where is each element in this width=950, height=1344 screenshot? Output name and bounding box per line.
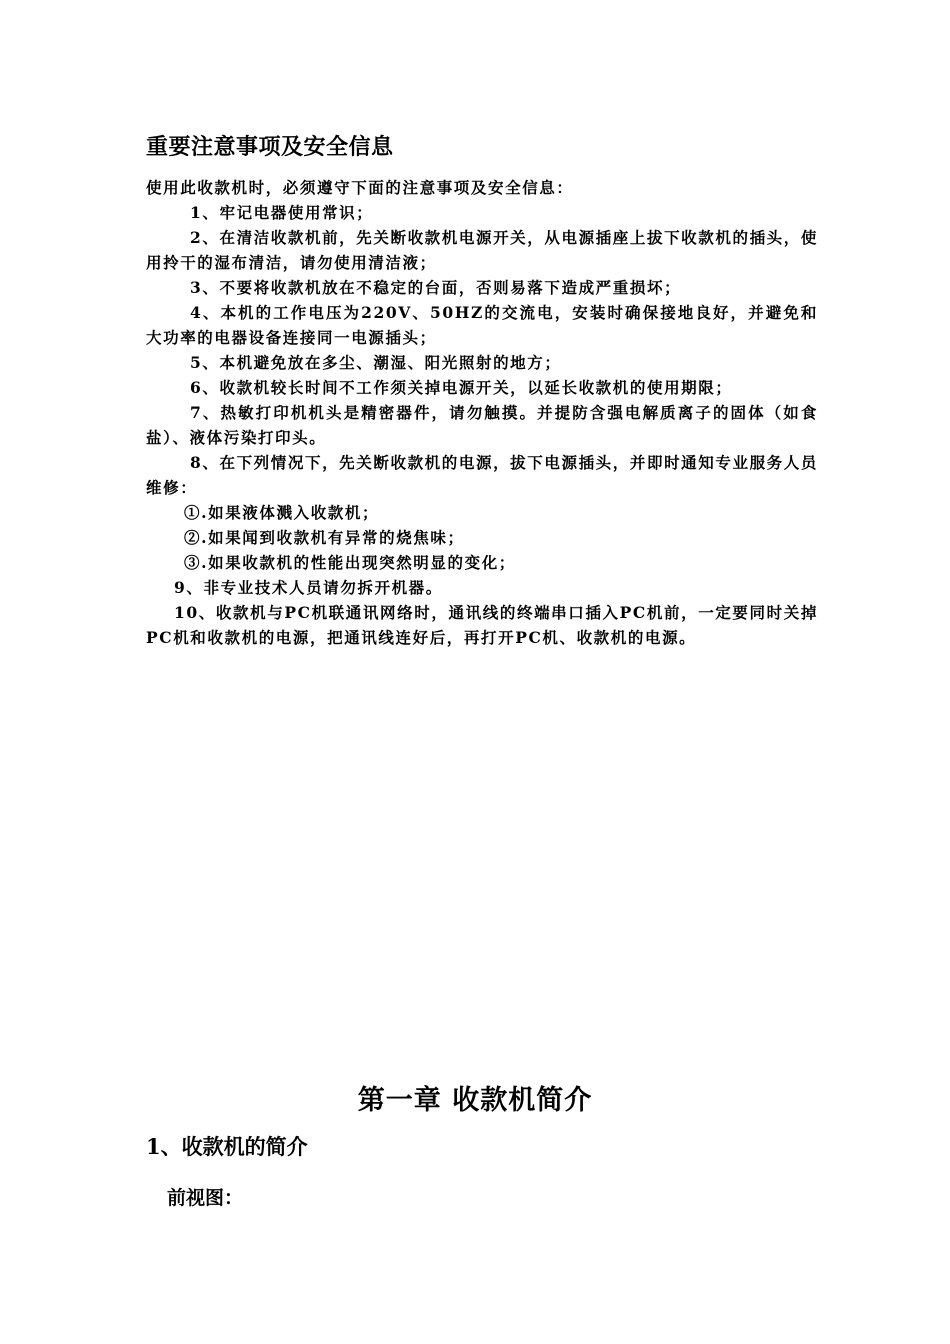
safety-item-10: 10、收款机与PC机联通讯网络时，通讯线的终端串口插入PC机前，一定要同时关掉PC机和收款机的电源，把通讯线连好后，再打开PC机、收款机的电源。 (146, 603, 818, 647)
safety-item-7: 7、热敏打印机机头是精密器件，请勿触摸。并提防含强电解质离子的固体（如食盐）、液体污染打印头。 (146, 403, 818, 447)
safety-item-2: 2、在清洁收款机前，先关断收款机电源开关，从电源插座上拔下收款机的插头，使用拎干的湿布清洁，请勿使用清洁液； (146, 228, 818, 272)
chapter-title: 第一章 收款机简介 (357, 1085, 593, 1116)
front-view-label: 前视图： (167, 1187, 244, 1209)
safety-item-3: 3、不要将收款机放在不稳定的台面，否则易落下造成严重损坏； (190, 278, 682, 297)
safety-sub-item-1: ①.如果液体溅入收款机； (184, 503, 380, 522)
safety-title: 重要注意事项及安全信息 (146, 134, 394, 160)
safety-intro: 使用此收款机时，必须遵守下面的注意事项及安全信息： (146, 178, 574, 197)
safety-sub-item-2: ②.如果闻到收款机有异常的烧焦味； (184, 528, 465, 547)
safety-item-1: 1、牢记电器使用常识； (190, 203, 374, 222)
safety-item-5: 5、本机避免放在多尘、潮湿、阳光照射的地方； (190, 353, 562, 372)
safety-item-4: 4、本机的工作电压为220V、50HZ的交流电，安装时确保接地良好，并避免和大功率的电器设备连接同一电源插头； (146, 303, 818, 347)
safety-sub-item-3: ③.如果收款机的性能出现突然明显的变化； (184, 553, 516, 572)
safety-body (146, 175, 818, 650)
section-title: 1、收款机的简介 (146, 1134, 308, 1159)
safety-item-8: 8、在下列情况下，先关断收款机的电源，拔下电源插头，并即时通知专业服务人员维修： (146, 453, 818, 497)
safety-item-9: 9、非专业技术人员请勿拆开机器。 (174, 578, 443, 597)
safety-item-6: 6、收款机较长时间不工作须关掉电源开关，以延长收款机的使用期限； (190, 378, 733, 397)
